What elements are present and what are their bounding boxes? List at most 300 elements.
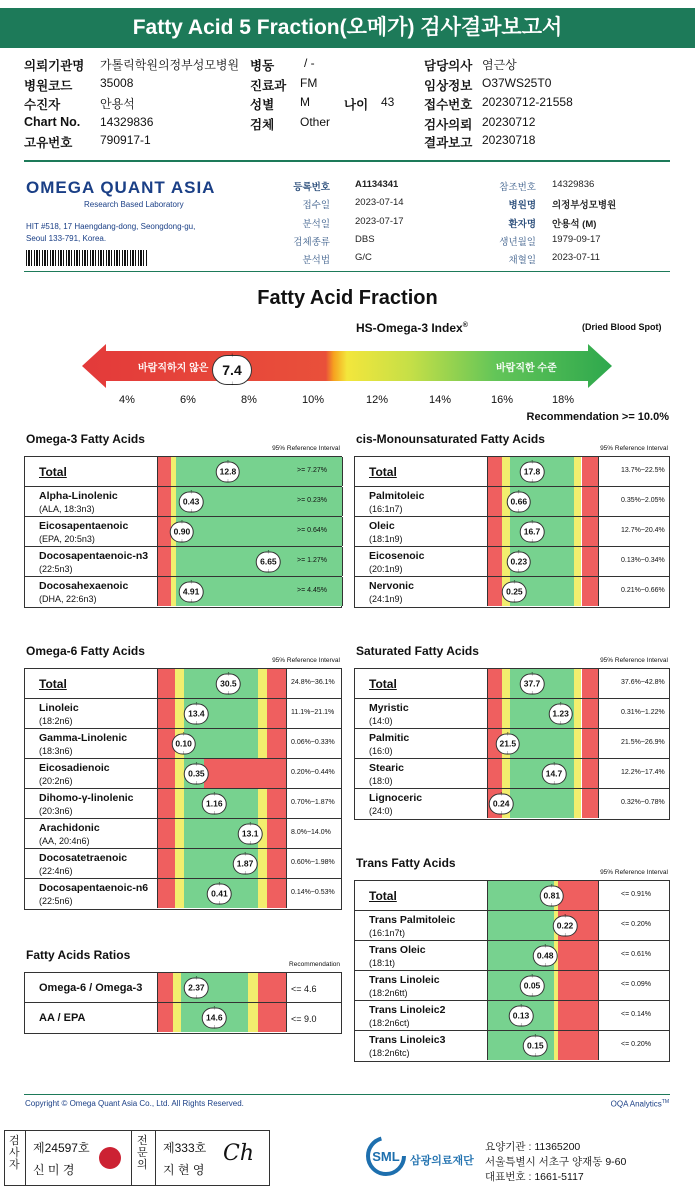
report-title: Fatty Acid 5 Fraction(오메가) 검사결과보고서 xyxy=(0,8,695,48)
analyte-code: (18:0) xyxy=(369,776,393,786)
analyte-code: (18:1t) xyxy=(369,958,396,968)
result-value: ↑ 0.10 ↓ xyxy=(171,733,196,754)
range-segment-yel xyxy=(574,517,582,546)
table-row xyxy=(355,1031,669,1061)
recommendation: Recommendation >= 10.0% xyxy=(526,411,669,423)
range-segment-red xyxy=(558,1001,598,1030)
analyte-code: (EPA, 20:5n3) xyxy=(39,534,95,544)
analyte-name: Eicosapentaenoic xyxy=(39,520,129,532)
result-value: ↑ 16.7 ↓ xyxy=(520,521,545,542)
result-bar xyxy=(487,789,599,818)
range-segment-yel xyxy=(175,819,184,848)
result-bar xyxy=(157,789,287,818)
range-segment-red xyxy=(558,971,598,1000)
reg-no-value: A1134341 xyxy=(355,179,399,190)
reference-range: 0.21%~0.66% xyxy=(621,587,665,594)
dob-value: 1979-09-17 xyxy=(552,234,601,245)
result-value: ↑ 0.41 ↓ xyxy=(207,883,232,904)
analyte-name: Dihomo-γ-linolenic xyxy=(39,792,134,804)
result-value: ↑ 1.87 ↓ xyxy=(233,853,258,874)
result-bar xyxy=(157,699,287,728)
analyte-name: Alpha-Linolenic xyxy=(39,490,118,502)
analyte-name: Total xyxy=(369,677,397,691)
range-segment-red xyxy=(267,879,286,908)
results-table xyxy=(24,668,342,910)
request-label: 검사의뢰 xyxy=(424,118,473,132)
result-bar xyxy=(487,699,599,728)
analyte-code: (18:2n6) xyxy=(39,716,73,726)
lab-divider xyxy=(24,271,670,272)
analyte-code: (18:2n6tc) xyxy=(369,1048,410,1058)
result-bar xyxy=(487,577,599,606)
result-bar xyxy=(487,457,599,486)
lab-info xyxy=(24,172,670,272)
oqa-analytics xyxy=(611,1099,669,1109)
result-value: ↑ 14.7 ↓ xyxy=(542,763,567,784)
range-segment-yel xyxy=(258,789,267,818)
range-segment-yel xyxy=(574,699,582,728)
ward-value: / - xyxy=(304,56,315,70)
result-bar xyxy=(157,819,287,848)
result-value: ↑ 0.81 ↓ xyxy=(540,885,565,906)
id-label: 고유번호 xyxy=(24,136,73,150)
dob-label: 생년월일 xyxy=(499,237,536,248)
range-segment-red xyxy=(158,759,175,788)
analyte-name: Docosahexaenoic xyxy=(39,580,129,592)
range-segment-red xyxy=(488,457,502,486)
doctor-label: 담당의사 xyxy=(424,59,473,73)
result-value: ↑ 21.5 ↓ xyxy=(496,733,521,754)
range-segment-red xyxy=(558,1031,598,1060)
table-row xyxy=(355,911,669,941)
reference-range: 12.7%~20.4% xyxy=(621,527,665,534)
range-segment-red xyxy=(488,517,502,546)
reference-interval-label: 95% Reference Interval xyxy=(272,657,340,664)
result-value: ↑ 0.35 ↓ xyxy=(184,763,209,784)
range-segment-red xyxy=(582,547,599,576)
range-segment-red xyxy=(267,699,286,728)
oqa-analytics-text: OQA Analytics xyxy=(610,1099,662,1109)
range-segment-red xyxy=(267,849,286,878)
hospital-label: 병원명 xyxy=(508,200,536,211)
analyte-code: (ALA, 18:3n3) xyxy=(39,504,95,514)
result-value: ↑ 0.43 ↓ xyxy=(179,491,204,512)
table-row xyxy=(25,487,341,517)
section-title: Omega-3 Fatty Acids xyxy=(26,432,145,446)
tester-name: 신 미 경 xyxy=(33,1163,75,1177)
table-row xyxy=(25,973,341,1003)
tick-label: 12% xyxy=(365,394,389,406)
results-table xyxy=(24,972,342,1034)
analyte-name: Omega-6 / Omega-3 xyxy=(39,982,143,994)
chart-label: Chart No. xyxy=(24,115,81,129)
result-bar xyxy=(487,547,599,576)
range-segment-yel xyxy=(175,879,184,908)
range-segment-red xyxy=(582,699,599,728)
footer-divider xyxy=(24,1094,670,1095)
age-value: 43 xyxy=(381,95,395,109)
analyte-name: Trans Palmitoleic xyxy=(369,914,456,926)
analyte-name: Eicosadienoic xyxy=(39,762,110,774)
org-phone: 대표번호 : 1661-5117 xyxy=(485,1171,584,1183)
hospital-value: 의정부성모병원 xyxy=(552,200,617,211)
result-value: ↑ 0.48 ↓ xyxy=(533,945,558,966)
undesirable-label: 바람직하지 않은 xyxy=(138,363,209,374)
tester-no: 제24597호 xyxy=(33,1141,90,1155)
analyte-code: (24:1n9) xyxy=(369,594,403,604)
table-row xyxy=(355,881,669,911)
analyzed-label: 분석일 xyxy=(302,219,330,230)
table-row xyxy=(25,1003,341,1033)
table-row xyxy=(25,849,341,879)
range-segment-red xyxy=(158,547,171,576)
tick-label: 4% xyxy=(119,394,135,406)
reference-interval-label: 95% Reference Interval xyxy=(600,657,668,664)
range-segment-yel xyxy=(502,699,510,728)
results-table xyxy=(354,880,670,1062)
range-segment-yel xyxy=(175,699,184,728)
range-segment-red xyxy=(582,669,599,698)
table-row xyxy=(355,1001,669,1031)
signature-divider xyxy=(155,1131,156,1185)
range-segment-red xyxy=(158,577,171,606)
reference-range: 0.70%~1.87% xyxy=(291,799,335,806)
analyte-name: Trans Linoleic2 xyxy=(369,1004,446,1016)
result-bar xyxy=(157,1003,287,1032)
range-segment-grn xyxy=(510,789,574,818)
range-segment-yel xyxy=(574,729,582,758)
received-value: 2023-07-14 xyxy=(355,197,404,208)
logo-subtitle: Research Based Laboratory xyxy=(84,200,184,209)
reference-range: <= 0.14% xyxy=(621,1011,651,1018)
analyte-name: Docosapentaenoic-n3 xyxy=(39,550,149,562)
result-bar xyxy=(487,729,599,758)
range-segment-yel xyxy=(502,517,510,546)
reference-range: 0.20%~0.44% xyxy=(291,769,335,776)
analyte-name: Palmitic xyxy=(369,732,410,744)
table-row xyxy=(25,517,341,547)
result-bar xyxy=(487,911,599,940)
reference-range: <= 9.0 xyxy=(291,1014,317,1024)
result-bar xyxy=(157,849,287,878)
analyte-code: (22:4n6) xyxy=(39,866,73,876)
ref-no-label: 참조번호 xyxy=(499,182,536,193)
result-value: ↑ 1.23 ↓ xyxy=(548,703,573,724)
tick-label: 10% xyxy=(301,394,325,406)
analyte-code: (20:1n9) xyxy=(369,564,403,574)
range-segment-yel xyxy=(502,669,510,698)
range-segment-red xyxy=(488,577,502,606)
doctor-value: 염근상 xyxy=(482,58,517,72)
result-bar xyxy=(487,1001,599,1030)
range-segment-red xyxy=(582,729,599,758)
draw-label: 채혈일 xyxy=(508,255,536,266)
section-title: Omega-6 Fatty Acids xyxy=(26,644,145,658)
registered-mark: ® xyxy=(462,322,468,329)
patient-label: 환자명 xyxy=(508,219,536,230)
table-row xyxy=(355,971,669,1001)
result-value: ↑ 1.16 ↓ xyxy=(202,793,227,814)
range-segment-yel xyxy=(175,849,184,878)
dept-label: 진료과 xyxy=(250,79,287,93)
id-value: 790917-1 xyxy=(100,133,151,147)
range-segment-red xyxy=(488,669,502,698)
section-title: Saturated Fatty Acids xyxy=(356,644,479,658)
range-segment-yel xyxy=(258,699,267,728)
seal-stamp-icon xyxy=(99,1147,121,1169)
range-segment-red xyxy=(158,849,175,878)
org-name: 삼광의료재단 xyxy=(410,1155,474,1167)
analyte-name: Trans Linoleic xyxy=(369,974,440,986)
table-row xyxy=(355,941,669,971)
analyte-code: (22:5n6) xyxy=(39,896,73,906)
range-segment-yel xyxy=(574,789,582,818)
dept-value: FM xyxy=(300,76,318,90)
analyte-name: Total xyxy=(39,677,67,691)
result-value: ↑ 0.23 ↓ xyxy=(507,551,532,572)
analyte-code: (22:5n3) xyxy=(39,564,73,574)
dried-blood-spot-label: (Dried Blood Spot) xyxy=(582,322,662,332)
specimen-value: Other xyxy=(300,115,331,129)
range-segment-yel xyxy=(175,669,184,698)
receipt-value: 20230712-21558 xyxy=(482,95,573,109)
analyte-code: (20:3n6) xyxy=(39,806,73,816)
reference-range: >= 0.23% xyxy=(297,497,327,504)
reviewer-no: 제333호 xyxy=(163,1141,207,1155)
analyte-name: Oleic xyxy=(369,520,395,532)
tick-label: 16% xyxy=(490,394,514,406)
reference-interval-label: 95% Reference Interval xyxy=(600,869,668,876)
range-segment-red xyxy=(158,669,175,698)
range-segment-red xyxy=(158,879,175,908)
analyte-name: Trans Oleic xyxy=(369,944,426,956)
desirable-label: 바람직한 수준 xyxy=(496,363,557,374)
analyte-name: Trans Linoleic3 xyxy=(369,1034,446,1046)
analyte-name: Gamma-Linolenic xyxy=(39,732,128,744)
range-segment-red xyxy=(158,487,171,516)
analyte-name: Stearic xyxy=(369,762,405,774)
specimen-label: 검체 xyxy=(250,118,275,132)
range-segment-yel xyxy=(574,457,582,486)
table-row xyxy=(355,457,669,487)
result-value: ↑ 37.7 ↓ xyxy=(520,673,545,694)
result-bar xyxy=(487,1031,599,1060)
range-segment-yel xyxy=(258,879,267,908)
ward-label: 병동 xyxy=(250,59,275,73)
analyte-name: Eicosenoic xyxy=(369,550,425,562)
range-segment-red xyxy=(158,819,175,848)
reference-range: 24.8%~36.1% xyxy=(291,679,335,686)
range-segment-yel xyxy=(574,487,582,516)
result-value: ↑ 0.13 ↓ xyxy=(509,1005,534,1026)
table-row xyxy=(355,669,669,699)
org-code: 요양기관 : 11365200 xyxy=(485,1141,581,1153)
analyte-name: Linoleic xyxy=(39,702,79,714)
range-segment-yel xyxy=(574,577,582,606)
range-segment-yel xyxy=(248,973,258,1002)
reference-range: <= 4.6 xyxy=(291,984,317,994)
tick-label: 18% xyxy=(551,394,575,406)
result-bar xyxy=(487,487,599,516)
range-segment-red xyxy=(204,759,286,788)
table-row xyxy=(25,729,341,759)
reference-range: 0.31%~1.22% xyxy=(621,709,665,716)
results-table xyxy=(24,456,342,608)
table-row xyxy=(25,879,341,909)
range-segment-yel xyxy=(173,973,181,1002)
range-segment-red xyxy=(267,669,286,698)
analyte-code: (16:1n7) xyxy=(369,504,403,514)
barcode xyxy=(26,250,148,266)
subject-label: 수진자 xyxy=(24,98,61,112)
reference-range: 37.6%~42.8% xyxy=(621,679,665,686)
result-bar xyxy=(487,941,599,970)
result-bar xyxy=(487,669,599,698)
result-value: ↑ 0.66 ↓ xyxy=(507,491,532,512)
signature-box xyxy=(4,1130,270,1186)
reference-range: 8.0%~14.0% xyxy=(291,829,331,836)
address-line-2: Seoul 133-791, Korea. xyxy=(26,234,107,243)
table-row xyxy=(25,699,341,729)
reference-range: >= 0.64% xyxy=(297,527,327,534)
trademark-mark: TM xyxy=(661,1099,669,1105)
institution-value: 가톨릭학원의정부성모병원 xyxy=(100,58,240,72)
reviewer-label: 전문의 xyxy=(137,1135,148,1171)
result-bar xyxy=(157,759,287,788)
table-row xyxy=(25,789,341,819)
analyte-name: AA / EPA xyxy=(39,1012,86,1024)
reference-range: 12.2%~17.4% xyxy=(621,769,665,776)
analyte-name: Palmitoleic xyxy=(369,490,425,502)
range-segment-red xyxy=(558,881,598,910)
range-segment-red xyxy=(488,759,502,788)
reference-range: 11.1%~21.1% xyxy=(291,709,335,716)
tick-label: 14% xyxy=(428,394,452,406)
range-segment-red xyxy=(558,941,598,970)
range-segment-red xyxy=(158,789,175,818)
result-value: ↑ 0.22 ↓ xyxy=(553,915,578,936)
omega3-index-title xyxy=(356,321,468,335)
section-title: cis-Monounsaturated Fatty Acids xyxy=(356,432,545,446)
reference-range: 21.5%~26.9% xyxy=(621,739,665,746)
range-segment-red xyxy=(582,457,599,486)
sex-label: 성별 xyxy=(250,98,275,112)
result-value: ↑ 14.6 ↓ xyxy=(202,1007,227,1028)
result-bar xyxy=(487,759,599,788)
section-title: Fatty Acids Ratios xyxy=(26,948,131,962)
range-segment-red xyxy=(158,973,173,1002)
range-segment-red xyxy=(267,789,286,818)
result-value: ↑ 0.05 ↓ xyxy=(520,975,545,996)
range-segment-red xyxy=(582,789,599,818)
lab-address xyxy=(26,221,195,245)
range-segment-yel xyxy=(248,1003,258,1032)
type-value: DBS xyxy=(355,234,375,245)
reg-no-label: 등록번호 xyxy=(293,182,330,193)
table-row xyxy=(25,819,341,849)
type-label: 검체종류 xyxy=(293,237,330,248)
range-segment-red xyxy=(582,517,599,546)
range-segment-red xyxy=(267,729,286,758)
clinical-label: 임상정보 xyxy=(424,79,473,93)
receipt-label: 접수번호 xyxy=(424,98,473,112)
age-label: 나이 xyxy=(344,98,369,112)
ref-no-value: 14329836 xyxy=(552,179,595,190)
analyte-name: Total xyxy=(369,889,397,903)
section-title: Trans Fatty Acids xyxy=(356,856,456,870)
draw-value: 2023-07-11 xyxy=(552,252,600,263)
reviewer-name: 지 현 영 xyxy=(163,1163,205,1177)
signature-divider xyxy=(131,1131,132,1185)
header-divider xyxy=(24,160,670,162)
analyte-code: (16:1n7t) xyxy=(369,928,406,938)
result-bar xyxy=(487,517,599,546)
analyte-name: Total xyxy=(39,465,67,479)
range-segment-grn xyxy=(488,911,554,940)
result-bar xyxy=(487,971,599,1000)
table-row xyxy=(25,457,341,487)
table-row xyxy=(355,547,669,577)
result-value: ↑ 17.8 ↓ xyxy=(520,461,545,482)
clinical-value: O37WS25T0 xyxy=(482,76,552,90)
reference-range: 0.32%~0.78% xyxy=(621,799,665,806)
result-bar xyxy=(487,881,599,910)
result-value: ↑ 30.5 ↓ xyxy=(216,673,241,694)
sex-value: M xyxy=(300,95,310,109)
result-value: 20230718 xyxy=(482,133,536,147)
range-segment-red xyxy=(158,1003,173,1032)
result-value: ↑ 6.65 ↓ xyxy=(256,551,281,572)
range-segment-yel xyxy=(574,669,582,698)
omega-quant-logo: OMEGA QUANT ASIA xyxy=(26,178,216,197)
analyzed-value: 2023-07-17 xyxy=(355,216,404,227)
reference-range: 0.06%~0.33% xyxy=(291,739,335,746)
range-segment-red xyxy=(582,487,599,516)
range-segment-red xyxy=(488,699,502,728)
reference-interval-label: Recommendation xyxy=(289,961,340,968)
result-value: ↑ 0.25 ↓ xyxy=(502,581,527,602)
tester-label: 검사자 xyxy=(9,1135,20,1171)
table-row xyxy=(25,547,341,577)
reference-range: 0.13%~0.34% xyxy=(621,557,665,564)
result-value: ↑ 13.4 ↓ xyxy=(184,703,209,724)
result-value: ↑ 12.8 ↓ xyxy=(216,461,241,482)
result-bar xyxy=(157,729,287,758)
analyte-name: Docosapentaenoic-n6 xyxy=(39,882,149,894)
reference-interval-label: 95% Reference Interval xyxy=(272,445,340,452)
reference-range: >= 4.45% xyxy=(297,587,327,594)
omega3-index-title-text: HS-Omega-3 Index xyxy=(356,321,463,335)
analyte-code: (18:3n6) xyxy=(39,746,73,756)
patient-value: 안용석 (M) xyxy=(552,219,597,230)
analyte-code: (24:0) xyxy=(369,806,393,816)
range-segment-yel xyxy=(502,759,510,788)
table-row xyxy=(355,517,669,547)
subject-value: 안용석 xyxy=(100,97,135,111)
analyte-code: (DHA, 22:6n3) xyxy=(39,594,97,604)
analyte-code: (18:1n9) xyxy=(369,534,403,544)
copyright: Copyright © Omega Quant Asia Co., Ltd. All Rights Reserved. xyxy=(25,1099,244,1108)
result-value: ↑ 0.90 ↓ xyxy=(170,521,195,542)
reference-range: >= 1.27% xyxy=(297,557,327,564)
reference-interval-label: 95% Reference Interval xyxy=(600,445,668,452)
range-segment-red xyxy=(267,819,286,848)
reference-range: >= 7.27% xyxy=(297,467,327,474)
sml-logo-text: SML xyxy=(372,1149,400,1164)
received-label: 접수일 xyxy=(302,200,330,211)
analyte-name: Lignoceric xyxy=(369,792,423,804)
analyte-code: (18:2n6tt) xyxy=(369,988,408,998)
